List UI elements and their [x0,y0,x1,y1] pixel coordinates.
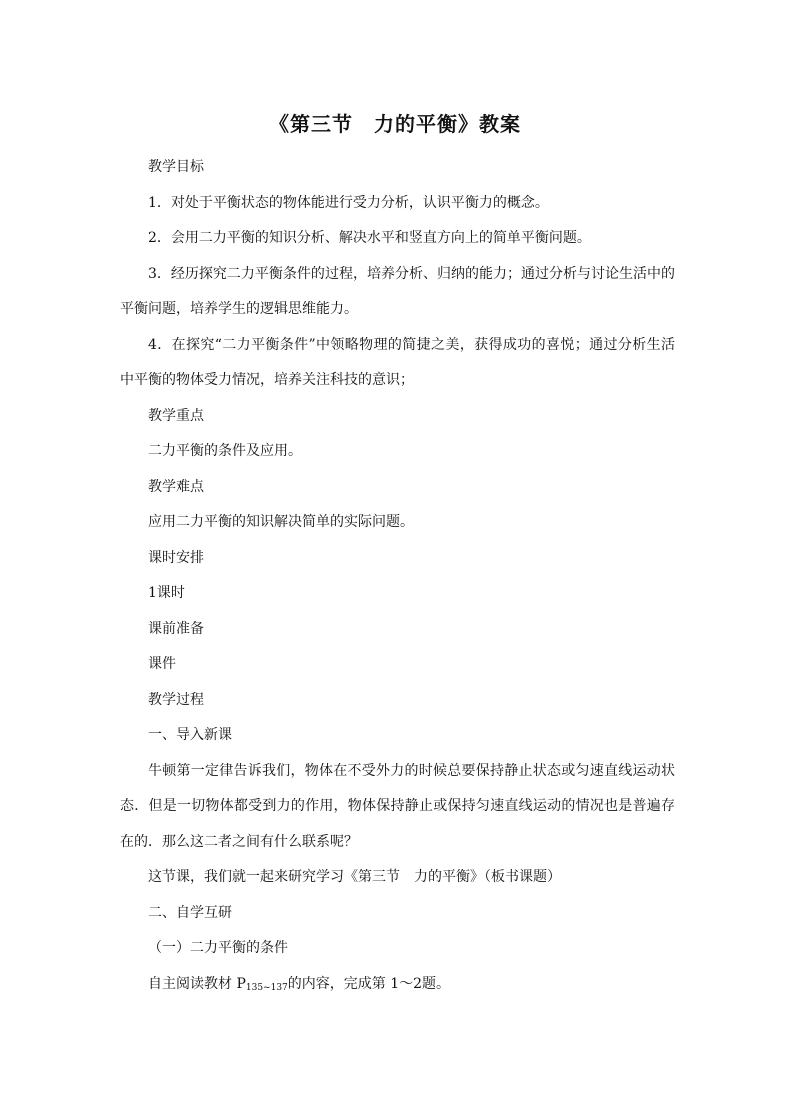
preparation-text: 课件 [148,656,176,672]
difficulties-text: 应用二力平衡的知识解决简单的实际问题。 [148,514,414,530]
goal-item-1: 1．对处于平衡状态的物体能进行受力分析，认识平衡力的概念。 [148,194,549,211]
goal-item-2: 2．会用二力平衡的知识分析、解决水平和竖直方向上的简单平衡问题。 [148,230,591,246]
subsection-heading-self-study: 二、自学互研 [148,904,232,921]
section-heading-preparation: 课前准备 [148,620,204,637]
schedule-text: 1课时 [148,585,185,601]
document-body [120,150,675,1006]
lesson-topic-paragraph: 这节课，我们就一起来研究学习《第三节 力的平衡》（板书课题） [148,869,561,885]
key-points-text: 二力平衡的条件及应用。 [148,443,302,459]
reading-assignment-paragraph [120,967,675,1007]
goal-item-3: 3．经历探究二力平衡条件的过程，培养分析、归纳的能力；通过分析与讨论生活中的平衡问题，培养学生的逻辑思维能力。 [120,265,675,317]
goal-item-4: 4．在探究“二力平衡条件”中领略物理的简捷之美，获得成功的喜悦；通过分析生活中平衡的物体受力情况，培养关注科技的意识； [120,336,675,388]
intro-paragraph: 牛顿第一定律告诉我们，物体在不受外力的时候总要保持静止状态或匀速直线运动状态．但是一切物体都受到力的作用，物体保持静止或保持匀速直线运动的情况也是普遍存在的．那么这二者之间有什么联系呢？ [120,762,675,850]
reading-assignment-before: 自主阅读教材 P [148,975,246,992]
section-heading-teaching-goals: 教学目标 [148,159,204,175]
page-range-subscript: 135~137 [245,982,288,993]
section-heading-process: 教学过程 [148,691,204,708]
document-title: 《第三节 力的平衡》教案 [269,112,521,136]
section-heading-schedule: 课时安排 [148,549,204,566]
section-heading-key-points: 教学重点 [148,407,204,424]
reading-assignment-after: 的内容，完成第 1～2题。 [287,975,451,992]
section-heading-difficulties: 教学难点 [148,478,204,495]
subsection-heading-intro: 一、导入新课 [148,727,232,743]
subsection-heading-conditions: （一）二力平衡的条件 [148,940,288,956]
